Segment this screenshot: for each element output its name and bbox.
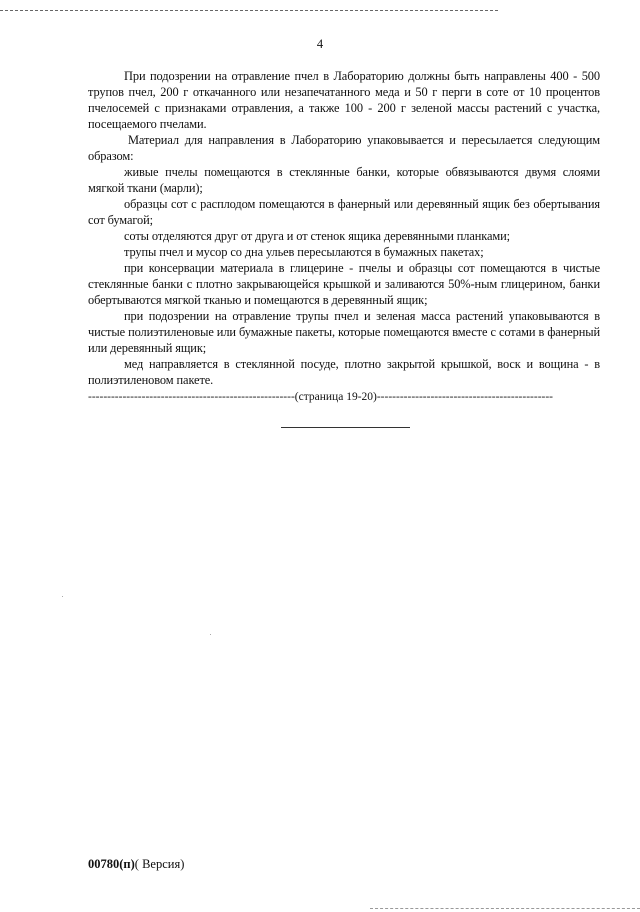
list-item-live-bees: живые пчелы помещаются в стеклянные банки, которые обвязываются двумя слоями мягкой ткани (марли); [88, 165, 600, 195]
list-item-dead-bees: трупы пчел и мусор со дна ульев пересылаются в бумажных пакетах; [124, 245, 484, 259]
list-item-honey-wax: мед направляется в стеклянной посуде, плотно закрытой крышкой, воск и вощина - в полиэтиленовом пакете. [88, 357, 600, 387]
scan-speck [62, 596, 63, 597]
document-code: 00780(п) [88, 857, 135, 871]
bottom-divider [370, 908, 640, 909]
list-item-poisoning-suspicion: при подозрении на отравление трупы пчел и зеленая масса растений упаковываются в чистые полиэтиленовые или бумажные пакеты, которые помещаются вместе с сотами в фанерный или деревянный ящик; [88, 309, 600, 355]
scan-speck [210, 634, 211, 635]
page-number: 4 [316, 37, 324, 51]
paragraph-sample-submission: При подозрении на отравление пчел в Лабораторию должны быть направлены 400 - 500 трупов пчел, 200 г откачанного или незапечатанного меда и 50 г перги в соте от 10 процентов пчелосемей с признаками отравления, а также 100 - 200 г зеленой массы растений с участка, посещаемого пчелами. [88, 69, 600, 131]
list-item-comb-separation: соты отделяются друг от друга и от стенок ящика деревянными планками; [124, 229, 511, 243]
end-rule [281, 427, 410, 428]
page-reference-separator: ------------------------------------------------------(страница 19-20)---------------------------------------------- [88, 391, 554, 403]
list-item-brood-combs: образцы сот с расплодом помещаются в фанерный или деревянный ящик без обертывания сот бумагой; [88, 197, 600, 227]
top-divider [0, 10, 498, 11]
version-label: ( Версия) [134, 857, 185, 871]
document-footer [88, 857, 184, 872]
paragraph-packaging-intro: Материал для направления в Лабораторию упаковывается и пересылается следующим образом: [88, 133, 600, 163]
list-item-glycerin-preservation: при консервации материала в глицерине - пчелы и образцы сот помещаются в чистые стеклянные банки с плотно закрывающейся крышкой и заливаются 50%-ным глицерином, банки обертываются мягкой тканью и помещаются в деревянный ящик; [88, 261, 600, 307]
document-body [88, 68, 600, 405]
